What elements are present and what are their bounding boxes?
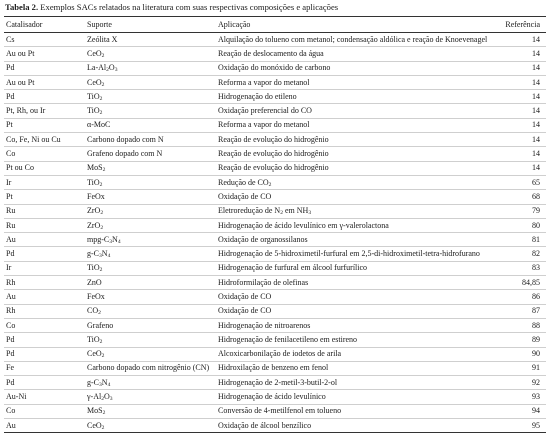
table-row xyxy=(4,233,546,247)
cell-aplicacao: Eletroredução de $N_2$ em $NH_3$ xyxy=(218,206,312,217)
cell-referencia: 14 xyxy=(532,120,540,130)
cell-suporte: ZnO xyxy=(87,277,102,287)
cell-referencia: 86 xyxy=(532,291,540,301)
cell-suporte: MoS$_2$ xyxy=(87,406,106,417)
cell-catalisador: Au xyxy=(6,234,16,244)
cell-referencia: 87 xyxy=(532,306,540,316)
cell-suporte: Grafeno xyxy=(87,320,114,330)
cell-aplicacao: Oxidação de CO xyxy=(218,306,272,316)
cell-aplicacao: Oxidação preferencial do CO xyxy=(218,106,312,116)
column-header-catalisador: Catalisador xyxy=(6,20,43,29)
cell-aplicacao: Alquilação do tolueno com metanol; condensação aldólica e reação de Knoevenagel xyxy=(218,34,488,44)
cell-suporte: ZrO$_2$ xyxy=(87,220,104,231)
cell-suporte: CeO$_2$ xyxy=(87,420,105,431)
cell-aplicacao: Reforma a vapor do metanol xyxy=(218,120,310,130)
table-row xyxy=(4,276,546,290)
cell-suporte: MoS$_2$ xyxy=(87,163,106,174)
cell-catalisador: Pt, Rh, ou Ir xyxy=(6,106,46,116)
cell-referencia: 94 xyxy=(532,406,540,416)
cell-suporte: Grafeno dopado com N xyxy=(87,149,163,159)
cell-referencia: 68 xyxy=(532,191,540,201)
cell-suporte: Zeólita X xyxy=(87,34,118,44)
table-row xyxy=(4,175,546,189)
cell-catalisador: Co xyxy=(6,320,16,330)
cell-referencia: 93 xyxy=(532,392,540,402)
cell-referencia: 82 xyxy=(532,249,540,259)
document-page xyxy=(4,0,546,433)
cell-suporte: CeO$_2$ xyxy=(87,48,105,59)
cell-referencia: 65 xyxy=(532,177,540,187)
cell-aplicacao: Reforma a vapor do metanol xyxy=(218,77,310,87)
cell-aplicacao: Hidroxilação de benzeno em fenol xyxy=(218,363,329,373)
table-row xyxy=(4,361,546,375)
cell-referencia: 91 xyxy=(532,363,540,373)
column-header-suporte: Suporte xyxy=(87,20,112,29)
cell-referencia: 14 xyxy=(532,91,540,101)
table-row xyxy=(4,133,546,147)
column-header-referencia: Referência xyxy=(505,20,540,29)
table-row xyxy=(4,204,546,218)
cell-catalisador: Co, Fe, Ni ou Cu xyxy=(6,134,61,144)
table-row xyxy=(4,47,546,61)
table-row xyxy=(4,118,546,132)
cell-referencia: 81 xyxy=(532,234,540,244)
cell-suporte: $g-C_3N_4$ xyxy=(87,377,111,388)
table-row xyxy=(4,247,546,261)
cell-suporte: TiO$_2$ xyxy=(87,177,103,188)
cell-aplicacao: Redução de $CO_2$ xyxy=(218,177,272,188)
cell-catalisador: Pd xyxy=(6,377,15,387)
cell-suporte: FeOx xyxy=(87,291,105,301)
cell-referencia: 83 xyxy=(532,263,540,273)
table-caption xyxy=(5,2,546,13)
table-caption-text: Exemplos SACs relatados na literatura com suas respectivas composições e aplicações xyxy=(38,2,339,12)
cell-aplicacao: Oxidação de CO xyxy=(218,191,272,201)
cell-suporte: TiO$_2$ xyxy=(87,91,103,102)
cell-aplicacao: Reação de deslocamento da água xyxy=(218,48,324,58)
table-caption-label: Tabela 2. xyxy=(5,2,39,12)
cell-suporte: TiO$_2$ xyxy=(87,334,103,345)
table-row xyxy=(4,90,546,104)
cell-referencia: 14 xyxy=(532,134,540,144)
cell-suporte: $g-C_3N_4$ xyxy=(87,249,111,260)
cell-aplicacao: Hidrogenação de nitroarenos xyxy=(218,320,311,330)
cell-suporte: $CO_2$ xyxy=(87,306,101,317)
table-row xyxy=(4,75,546,89)
cell-suporte: TiO$_2$ xyxy=(87,263,103,274)
cell-referencia: 14 xyxy=(532,163,540,173)
cell-aplicacao: Hidrogenação de ácido levulínico em γ-valerolactona xyxy=(218,220,389,230)
cell-aplicacao: Alcoxicarbonilação de iodetos de arila xyxy=(218,349,342,359)
cell-catalisador: Pd xyxy=(6,349,15,359)
table-row xyxy=(4,218,546,232)
table-header-row xyxy=(4,17,546,33)
cell-referencia: 80 xyxy=(532,220,540,230)
cell-catalisador: Au xyxy=(6,291,16,301)
cell-referencia: 14 xyxy=(532,149,540,159)
cell-catalisador: Pt xyxy=(6,191,13,201)
cell-referencia: 92 xyxy=(532,377,540,387)
table-row xyxy=(4,33,546,47)
table-row xyxy=(4,261,546,275)
table-row xyxy=(4,390,546,404)
table-row xyxy=(4,104,546,118)
cell-referencia: 14 xyxy=(532,63,540,73)
sac-table xyxy=(4,16,546,433)
cell-referencia: 14 xyxy=(532,34,540,44)
cell-aplicacao: Reação de evolução do hidrogênio xyxy=(218,134,329,144)
cell-aplicacao: Hidrogenação de fenilacetileno em estireno xyxy=(218,334,358,344)
cell-catalisador: Ir xyxy=(6,177,12,187)
table-row xyxy=(4,147,546,161)
cell-suporte: α-MoC xyxy=(87,120,111,130)
cell-suporte: Carbono dopado com nitrogênio (CN) xyxy=(87,363,210,373)
cell-catalisador: Ir xyxy=(6,263,12,273)
cell-aplicacao: Oxidação de CO xyxy=(218,291,272,301)
cell-aplicacao: Oxidação de álcool benzílico xyxy=(218,420,312,430)
cell-catalisador: Fe xyxy=(6,363,14,373)
cell-catalisador: Co xyxy=(6,406,16,416)
table-row xyxy=(4,161,546,175)
cell-aplicacao: Reação de evolução do hidrogênio xyxy=(218,149,329,159)
cell-suporte: FeOx xyxy=(87,191,105,201)
cell-catalisador: Au-Ni xyxy=(6,392,27,402)
cell-aplicacao: Oxidação do monóxido de carbono xyxy=(218,63,331,73)
cell-catalisador: Pt ou Co xyxy=(6,163,35,173)
table-row xyxy=(4,190,546,204)
cell-aplicacao: Oxidação de organossilanos xyxy=(218,234,308,244)
cell-suporte: mpg-$C_3N_4$ xyxy=(87,234,121,245)
table-row xyxy=(4,347,546,361)
cell-catalisador: Pd xyxy=(6,334,15,344)
cell-suporte: ZrO$_2$ xyxy=(87,206,104,217)
cell-catalisador: Pd xyxy=(6,63,15,73)
cell-referencia: 14 xyxy=(532,77,540,87)
cell-suporte: Carbono dopado com N xyxy=(87,134,164,144)
table-row xyxy=(4,318,546,332)
cell-catalisador: Co xyxy=(6,149,16,159)
cell-aplicacao: Hidroformilação de olefinas xyxy=(218,277,309,287)
cell-aplicacao: Hidrogenação de 5-hidroximetil-furfural em 2,5-di-hidroximetil-tetra-hidrofurano xyxy=(218,249,480,259)
cell-catalisador: Rh xyxy=(6,306,16,316)
table-row xyxy=(4,376,546,390)
cell-referencia: 79 xyxy=(532,206,540,216)
cell-aplicacao: Conversão de 4-metilfenol em tolueno xyxy=(218,406,342,416)
cell-catalisador: Ru xyxy=(6,206,16,216)
cell-suporte: CeO$_2$ xyxy=(87,349,105,360)
cell-referencia: 89 xyxy=(532,334,540,344)
column-header-aplicacao: Aplicação xyxy=(218,20,251,29)
cell-catalisador: Au ou Pt xyxy=(6,48,35,58)
table-row xyxy=(4,333,546,347)
table-row xyxy=(4,419,546,433)
table-row xyxy=(4,290,546,304)
cell-catalisador: Rh xyxy=(6,277,16,287)
cell-referencia: 14 xyxy=(532,48,540,58)
cell-suporte: TiO$_2$ xyxy=(87,106,103,117)
cell-catalisador: Pt xyxy=(6,120,13,130)
cell-referencia: 84,85 xyxy=(522,277,540,287)
cell-referencia: 14 xyxy=(532,106,540,116)
table-row xyxy=(4,61,546,75)
cell-referencia: 90 xyxy=(532,349,540,359)
cell-catalisador: Ru xyxy=(6,220,16,230)
cell-suporte: $\gamma-Al_2O_3$ xyxy=(87,392,113,403)
table-body xyxy=(4,33,546,433)
cell-suporte: CeO$_2$ xyxy=(87,77,105,88)
cell-referencia: 95 xyxy=(532,420,540,430)
cell-catalisador: Au xyxy=(6,420,16,430)
cell-aplicacao: Hidrogenação de furfural em álcool furfurílico xyxy=(218,263,368,273)
cell-aplicacao: Hidrogenação do etileno xyxy=(218,91,297,101)
cell-suporte: $La-Al_2O_3$ xyxy=(87,63,118,74)
cell-catalisador: Pd xyxy=(6,91,15,101)
cell-aplicacao: Hidrogenação de ácido levulínico xyxy=(218,392,326,402)
table-header xyxy=(4,17,546,33)
table-row xyxy=(4,304,546,318)
cell-referencia: 88 xyxy=(532,320,540,330)
cell-catalisador: Cs xyxy=(6,34,15,44)
cell-aplicacao: Reação de evolução do hidrogênio xyxy=(218,163,329,173)
cell-catalisador: Au ou Pt xyxy=(6,77,35,87)
table-row xyxy=(4,404,546,418)
cell-aplicacao: Hidrogenação de 2-metil-3-butil-2-ol xyxy=(218,377,338,387)
cell-catalisador: Pd xyxy=(6,249,15,259)
